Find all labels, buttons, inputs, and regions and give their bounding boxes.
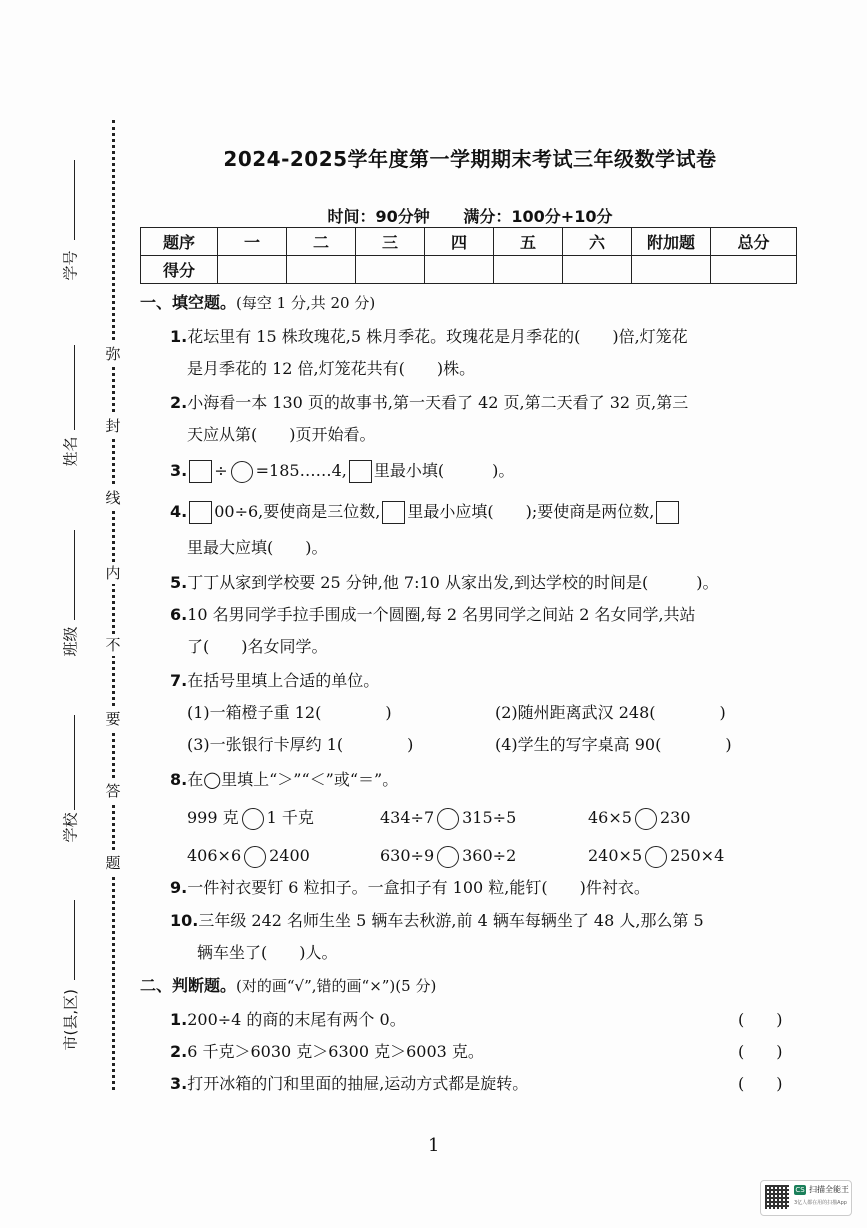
scanner-app-name: 扫描全能王: [809, 1185, 849, 1194]
q9-number: 9.: [170, 878, 188, 897]
score-input-cell[interactable]: [425, 256, 494, 284]
q4-text-a: 00÷6,要使商是三位数,: [214, 502, 381, 521]
q10-number: 10.: [170, 911, 199, 930]
q10-line2: 辆车坐了( )人。: [197, 943, 338, 962]
scanner-watermark-badge: [760, 1180, 852, 1216]
q8-right: 360÷2: [462, 846, 517, 865]
q1-number: 1.: [170, 327, 188, 346]
exam-meta: [140, 204, 800, 227]
judge-text: 6 千克＞6030 克＞6300 克＞6003 克。: [187, 1042, 484, 1061]
q2-line1: [170, 392, 688, 414]
q7-number: 7.: [170, 671, 188, 690]
q8-item: [588, 807, 691, 830]
q8-left: 434÷7: [380, 808, 435, 827]
q3: [170, 460, 514, 483]
seal-char: 要: [103, 708, 123, 730]
q5: [170, 572, 719, 594]
score-header-cell: 附加题: [632, 228, 711, 256]
section1-title: 一、填空题。: [140, 293, 237, 312]
section1-note: (每空 1 分,共 20 分): [236, 294, 376, 312]
city-blank: [74, 900, 75, 980]
circle-answer-icon[interactable]: [645, 846, 667, 868]
seal-char: 答: [103, 780, 123, 802]
q2-line2: 天应从第( )页开始看。: [187, 425, 376, 444]
seal-char: 弥: [103, 343, 123, 365]
seal-char: 题: [103, 852, 123, 874]
exam-time: 时间：90分钟: [327, 207, 430, 226]
score-input-cell[interactable]: [494, 256, 563, 284]
seal-char: 不: [103, 634, 123, 656]
seal-char: 线: [103, 487, 123, 509]
q1-text: 花坛里有 15 株玫瑰花,5 株月季花。玫瑰花是月季花的( )倍,灯笼花: [187, 327, 688, 346]
score-table: [140, 227, 797, 284]
q8-right: 1 千克: [266, 808, 314, 827]
city-label: 市(县,区): [61, 989, 80, 1051]
q8-number: 8.: [170, 770, 188, 789]
score-header-cell: 总分: [711, 228, 797, 256]
q8-item: [380, 845, 516, 868]
score-table-header-row: [141, 228, 797, 256]
judge-answer-paren[interactable]: ( ): [738, 1074, 783, 1093]
section1-heading: [140, 292, 375, 314]
square-box-icon: [656, 501, 679, 524]
judge-item: [170, 1073, 528, 1095]
camscanner-logo-icon: CS: [795, 1186, 805, 1194]
q8-item: [187, 845, 310, 868]
q7-item: (2)随州距离武汉 248( ): [495, 703, 726, 722]
q4-line2: 里最大应填( )。: [187, 538, 328, 557]
judge-number: 1.: [170, 1010, 188, 1029]
score-input-cell[interactable]: [711, 256, 797, 284]
judge-item: [170, 1009, 406, 1031]
q9-text: 一件衬衣要钉 6 粒扣子。一盒扣子有 100 粒,能钉( )件衬衣。: [187, 878, 650, 897]
page-number: 1: [428, 1135, 440, 1156]
q10-text: 三年级 242 名师生坐 5 辆车去秋游,前 4 辆车每辆坐了 48 人,那么第 5: [198, 911, 704, 930]
school-label: 学校: [61, 812, 80, 843]
score-input-cell[interactable]: [218, 256, 287, 284]
q8-item: [380, 807, 516, 830]
name-label: 姓名: [61, 436, 80, 467]
q8-left: 999 克: [187, 808, 239, 827]
seal-char: 封: [103, 415, 123, 437]
q3-number: 3.: [170, 461, 188, 480]
score-input-cell[interactable]: [356, 256, 425, 284]
q8-left: 406×6: [187, 846, 242, 865]
score-row-label: 得分: [141, 256, 218, 284]
q7-item: (3)一张银行卡厚约 1( ): [187, 735, 414, 754]
judge-answer-paren[interactable]: ( ): [738, 1010, 783, 1029]
exam-full-score: 满分：100分+10分: [463, 207, 613, 226]
square-box-icon: [189, 501, 212, 524]
q3-ask: 里最小填( )。: [373, 461, 515, 480]
q10-line1: [170, 910, 704, 932]
name-blank: [74, 345, 75, 430]
q8: [170, 769, 398, 791]
q6-line1: [170, 604, 696, 626]
judge-answer-paren[interactable]: ( ): [738, 1042, 783, 1061]
section2-note: (对的画“√”,错的画“×”)(5 分): [236, 977, 437, 995]
q9: [170, 877, 650, 899]
square-box-icon: [382, 501, 405, 524]
q8-text: 在◯里填上“＞”“＜”或“＝”。: [187, 770, 399, 789]
score-input-cell[interactable]: [287, 256, 356, 284]
q6-line2: 了( )名女同学。: [187, 637, 328, 656]
student-id-label: 学号: [61, 250, 80, 281]
q7-item: (4)学生的写字桌高 90( ): [495, 735, 732, 754]
q8-left: 630÷9: [380, 846, 435, 865]
score-input-cell[interactable]: [563, 256, 632, 284]
circle-answer-icon[interactable]: [635, 808, 657, 830]
q8-item: [187, 807, 314, 830]
q6-text: 10 名男同学手拉手围成一个圆圈,每 2 名男同学之间站 2 名女同学,共站: [187, 605, 696, 624]
q1-line1: [170, 326, 688, 348]
circle-answer-icon[interactable]: [244, 846, 266, 868]
q8-right: 315÷5: [462, 808, 517, 827]
q6-number: 6.: [170, 605, 188, 624]
q4-text-b: 里最小应填( );要使商是两位数,: [407, 502, 655, 521]
score-header-cell: 五: [494, 228, 563, 256]
scanner-app-slogan: 3亿人都在用的扫描App: [794, 1200, 847, 1206]
q3-div: ÷: [214, 461, 228, 480]
score-header-cell: 六: [563, 228, 632, 256]
section2-title: 二、判断题。: [140, 976, 237, 995]
score-header-cell: 四: [425, 228, 494, 256]
score-table-score-row: [141, 256, 797, 284]
judge-number: 3.: [170, 1074, 188, 1093]
circle-answer-icon[interactable]: [437, 808, 459, 830]
q2-text: 小海看一本 130 页的故事书,第一天看了 42 页,第二天看了 32 页,第三: [187, 393, 689, 412]
square-box-icon: [349, 460, 372, 483]
q8-left: 240×5: [588, 846, 643, 865]
class-blank: [74, 530, 75, 620]
judge-number: 2.: [170, 1042, 188, 1061]
score-header-cell: 一: [218, 228, 287, 256]
circle-answer-icon[interactable]: [242, 808, 264, 830]
q4-line1: [170, 501, 681, 524]
q8-right: 250×4: [670, 846, 725, 865]
class-label: 班级: [61, 626, 80, 657]
q1-line2: 是月季花的 12 倍,灯笼花共有( )株。: [187, 359, 476, 378]
square-box-icon: [189, 460, 212, 483]
score-input-cell[interactable]: [632, 256, 711, 284]
q2-number: 2.: [170, 393, 188, 412]
section2-heading: [140, 975, 436, 997]
q8-left: 46×5: [588, 808, 632, 827]
q7-text: 在括号里填上合适的单位。: [187, 671, 380, 690]
score-header-cell: 题序: [141, 228, 218, 256]
q4-number: 4.: [170, 502, 188, 521]
qr-code-icon: [765, 1185, 789, 1209]
seal-char: 内: [103, 562, 123, 584]
q7: [170, 670, 379, 692]
q3-eq: =185……4,: [255, 461, 347, 480]
school-blank: [74, 715, 75, 810]
q5-text: 丁丁从家到学校要 25 分钟,他 7:10 从家出发,到达学校的时间是( )。: [187, 573, 719, 592]
score-header-cell: 三: [356, 228, 425, 256]
circle-box-icon: [231, 461, 253, 483]
judge-text: 打开冰箱的门和里面的抽屉,运动方式都是旋转。: [187, 1074, 529, 1093]
q5-number: 5.: [170, 573, 188, 592]
exam-title: 2024-2025学年度第一学期期末考试三年级数学试卷: [223, 147, 717, 171]
student-id-blank: [74, 160, 75, 240]
q8-right: 2400: [269, 846, 310, 865]
q8-item: [588, 845, 724, 868]
circle-answer-icon[interactable]: [437, 846, 459, 868]
judge-text: 200÷4 的商的末尾有两个 0。: [187, 1010, 406, 1029]
judge-item: [170, 1041, 484, 1063]
q7-item: (1)一箱橙子重 12( ): [187, 703, 392, 722]
score-header-cell: 二: [287, 228, 356, 256]
seal-dotted-line: [112, 120, 115, 1090]
q8-right: 230: [659, 808, 691, 827]
